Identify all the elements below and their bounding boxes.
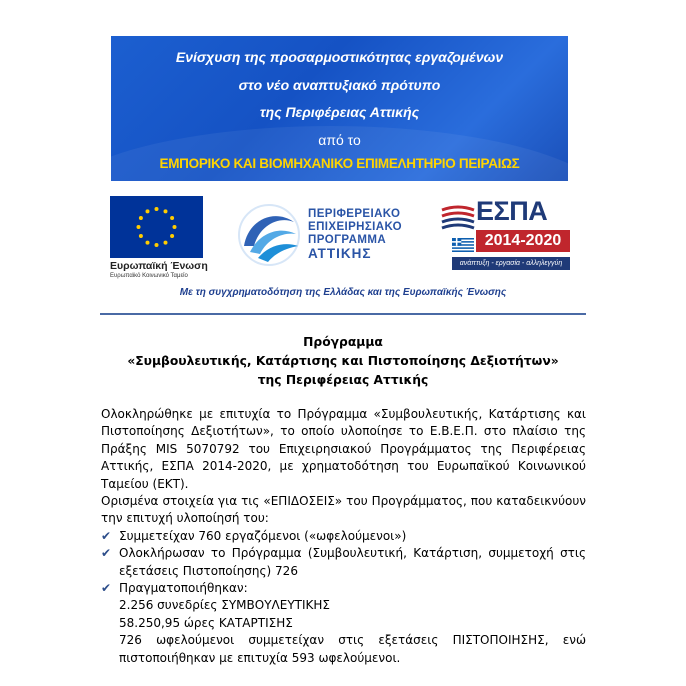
sub-item-1: 2.256 συνεδρίες ΣΥΜΒΟΥΛΕΥΤΙΚΗΣ bbox=[119, 598, 331, 613]
heading-line-1: Πρόγραμμα bbox=[303, 335, 383, 349]
sub-item-3: 726 ωφελούμενοι συμμετείχαν στις εξετάσεις ΠΙΣΤΟΠΟΙΗΣΗΣ, ενώ πιστοποιήθηκαν με επιτυχία 593 ωφελούμενοι. bbox=[119, 633, 586, 665]
eu-caption: Ευρωπαϊκή Ένωση bbox=[110, 260, 208, 272]
pep-attica-logo bbox=[236, 202, 426, 272]
divider bbox=[100, 313, 586, 315]
paragraph-2: Ορισμένα στοιχεία για τις «ΕΠΙΔΟΣΕΙΣ» του Προγράμματος, που καταδεικνύουν την επιτυχή υλοποίησή του: bbox=[101, 494, 586, 526]
checkmark-icon: ✔ bbox=[101, 581, 112, 596]
banner bbox=[111, 36, 568, 181]
espa-stripes-icon bbox=[440, 204, 476, 236]
eu-subcaption: Ευρωπαϊκό Κοινωνικό Ταμείο bbox=[110, 273, 188, 279]
espa-tagline: ανάπτυξη - εργασία - αλληλεγγύη bbox=[452, 257, 570, 270]
sub-item-2: 58.250,95 ώρες ΚΑΤΑΡΤΙΣΗΣ bbox=[119, 615, 293, 630]
eu-flag-icon bbox=[110, 196, 203, 258]
list-item bbox=[101, 528, 586, 545]
banner-line-3: της Περιφέρειας Αττικής bbox=[259, 104, 420, 120]
pep-swirl-icon bbox=[236, 202, 304, 268]
list-item bbox=[101, 545, 586, 580]
pep-line-1: ΠΕΡΙΦΕΡΕΙΑΚΟ bbox=[308, 208, 401, 220]
banner-line-1: Ενίσχυση της προσαρμοστικότητας εργαζομένων bbox=[175, 49, 504, 65]
list-item-text: Συμμετείχαν 760 εργαζόμενοι («ωφελούμενοι») bbox=[119, 528, 407, 543]
heading-line-2: «Συμβουλευτικής, Κατάρτισης και Πιστοποίησης Δεξιοτήτων» bbox=[127, 354, 559, 368]
espa-word: ΕΣΠΑ bbox=[476, 196, 548, 226]
body-text bbox=[101, 406, 586, 667]
cofunding-note: Με τη συγχρηματοδότηση της Ελλάδας και της Ευρωπαϊκής Ένωσης bbox=[179, 287, 507, 298]
checkmark-icon: ✔ bbox=[101, 546, 112, 561]
list-item-text: Πραγματοποιήθηκαν: bbox=[119, 581, 248, 596]
pep-line-4: ΑΤΤΙΚΗΣ bbox=[308, 246, 372, 261]
program-heading bbox=[100, 333, 586, 390]
pep-text bbox=[308, 208, 438, 260]
logos-row bbox=[108, 194, 578, 284]
banner-line-4: από το bbox=[318, 132, 361, 148]
list-item bbox=[101, 580, 586, 597]
banner-chamber-name: ΕΜΠΟΡΙΚΟ ΚΑΙ ΒΙΟΜΗΧΑΝΙΚΟ ΕΠΙΜΕΛΗΤΗΡΙΟ ΠΕΙΡΑΙΩΣ bbox=[159, 156, 520, 171]
greek-flag-icon bbox=[452, 238, 474, 252]
heading-line-3: της Περιφέρειας Αττικής bbox=[257, 373, 429, 387]
pep-line-2: ΕΠΙΧΕΙΡΗΣΙΑΚΟ bbox=[308, 221, 403, 233]
list-item-text: Ολοκλήρωσαν το Πρόγραμμα (Συμβουλευτική, Κατάρτιση, συμμετοχή στις εξετάσεις Πιστοποίησης) 726 bbox=[119, 546, 586, 578]
espa-logo bbox=[440, 196, 580, 280]
banner-line-2: στο νέο αναπτυξιακό πρότυπο bbox=[238, 77, 441, 93]
paragraph-1: Ολοκληρώθηκε με επιτυχία το Πρόγραμμα «Συμβουλευτικής, Κατάρτισης και Πιστοποίησης Δεξιοτήτων», το οποίο υλοποίησε το Ε.Β.Ε.Π. στο πλαίσιο της Πράξης MIS 5070792 του Επιχειρησιακού Προγράμματος της Περιφέρειας Αττικής, ΕΣΠΑ 2014-2020, με χρηματοδότηση του Ευρωπαϊκού Κοινωνικού Ταμείου (ΕΚΤ). bbox=[101, 407, 586, 491]
pep-line-3: ΠΡΟΓΡΑΜΜΑ bbox=[308, 234, 387, 246]
espa-years: 2014-2020 bbox=[476, 230, 570, 252]
checkmark-icon: ✔ bbox=[101, 528, 112, 543]
